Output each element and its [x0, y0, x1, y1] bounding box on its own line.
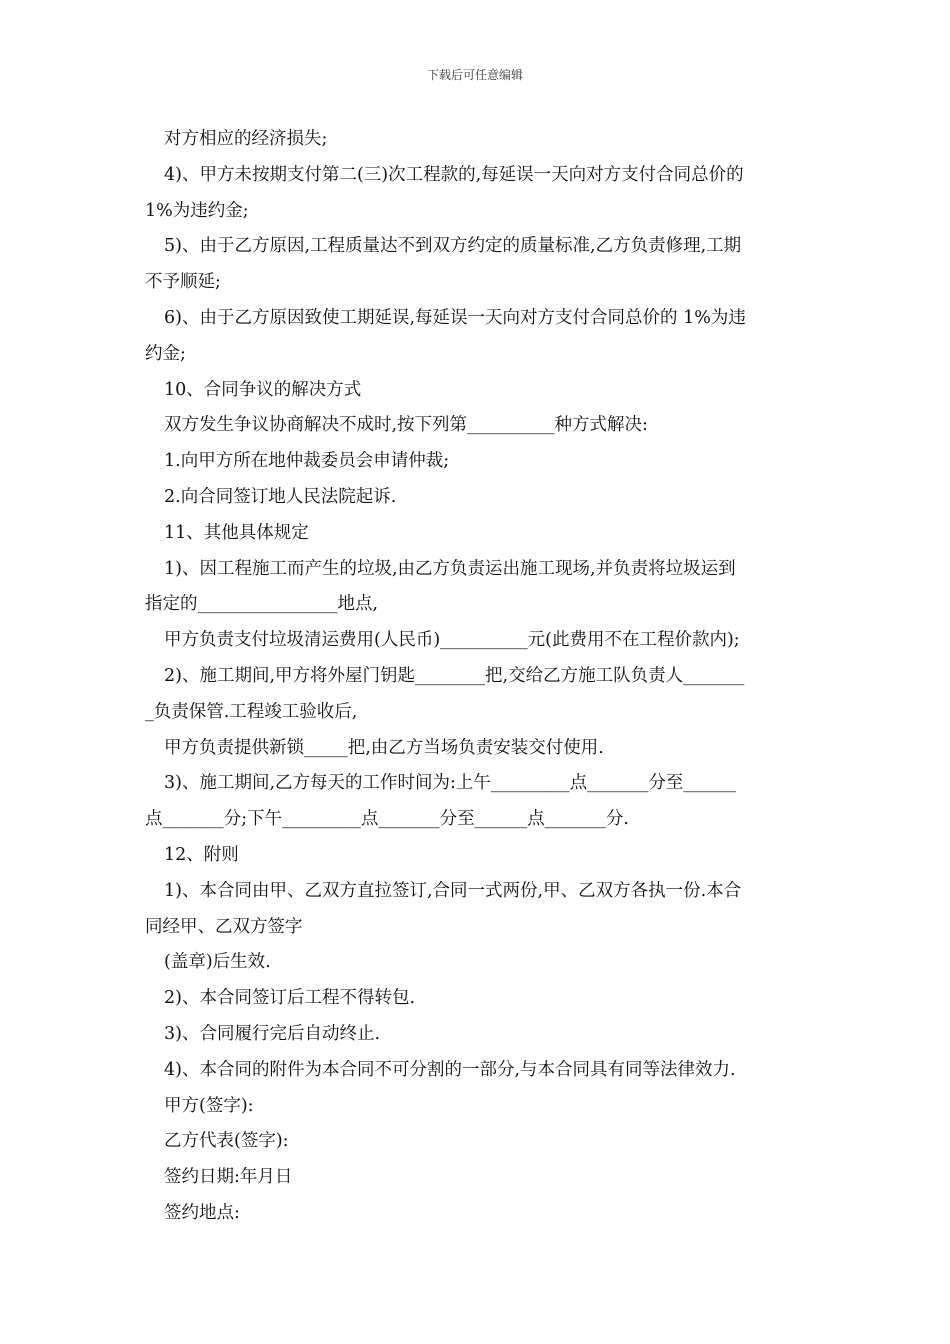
paragraph-line: 2)、施工期间,甲方将外屋门钥匙________把,交给乙方施工队负责人_______: [164, 665, 745, 686]
paragraph-line: _负责保管.工程竣工验收后,: [145, 701, 358, 722]
paragraph-line: 点_______分;下午_________点_______分至______点_______分.: [145, 809, 629, 830]
paragraph-line: 2.向合同签订地人民法院起诉.: [164, 486, 397, 507]
paragraph-line: 不予顺延;: [145, 272, 221, 293]
paragraph-line: 1.向甲方所在地仲裁委员会申请仲裁;: [164, 451, 450, 472]
paragraph-line: 1%为违约金;: [145, 200, 249, 221]
paragraph-line: 3)、合同履行完后自动终止.: [164, 1023, 381, 1044]
paragraph-line: 5)、由于乙方原因,工程质量达不到双方约定的质量标准,乙方负责修理,工期: [164, 236, 742, 257]
paragraph-line: 约金;: [145, 343, 186, 364]
paragraph-line: (盖章)后生效.: [164, 952, 271, 973]
paragraph-line: 签约地点:: [164, 1202, 240, 1223]
paragraph-line: 2)、本合同签订后工程不得转包.: [164, 988, 416, 1009]
paragraph-line: 6)、由于乙方原因致使工期延误,每延误一天向对方支付合同总价的 1%为违: [164, 307, 746, 328]
document-body: [145, 122, 810, 1232]
page-header: 下载后可任意编辑: [426, 68, 523, 82]
paragraph-line: 10、合同争议的解决方式: [164, 379, 362, 400]
paragraph-line: 3)、施工期间,乙方每天的工作时间为:上午_________点_______分至______: [164, 773, 736, 794]
paragraph-line: 11、其他具体规定: [164, 522, 309, 543]
paragraph-line: 乙方代表(签字):: [164, 1131, 289, 1152]
paragraph-line: 甲方(签字):: [164, 1095, 254, 1116]
paragraph-line: 4)、本合同的附件为本合同不可分割的一部分,与本合同具有同等法律效力.: [164, 1059, 736, 1080]
paragraph-line: 双方发生争议协商解决不成时,按下列第__________种方式解决:: [164, 415, 648, 436]
paragraph-line: 1)、本合同由甲、乙双方直拉签订,合同一式两份,甲、乙双方各执一份.本合: [164, 880, 742, 901]
paragraph-line: 12、附则: [164, 844, 239, 865]
paragraph-line: 甲方负责支付垃圾清运费用(人民币)__________元(此费用不在工程价款内);: [164, 630, 740, 651]
paragraph-line: 4)、甲方未按期支付第二(三)次工程款的,每延误一天向对方支付合同总价的: [164, 164, 744, 185]
paragraph-line: 对方相应的经济损失;: [164, 129, 328, 149]
paragraph-line: 指定的________________地点,: [145, 594, 379, 615]
paragraph-line: 1)、因工程施工而产生的垃圾,由乙方负责运出施工现场,并负责将垃圾运到: [164, 558, 736, 579]
paragraph-line: 同经甲、乙双方签字: [145, 916, 303, 937]
paragraph-line: 签约日期:年月日: [164, 1167, 293, 1188]
paragraph-line: 甲方负责提供新锁_____把,由乙方当场负责安装交付使用.: [164, 737, 604, 758]
